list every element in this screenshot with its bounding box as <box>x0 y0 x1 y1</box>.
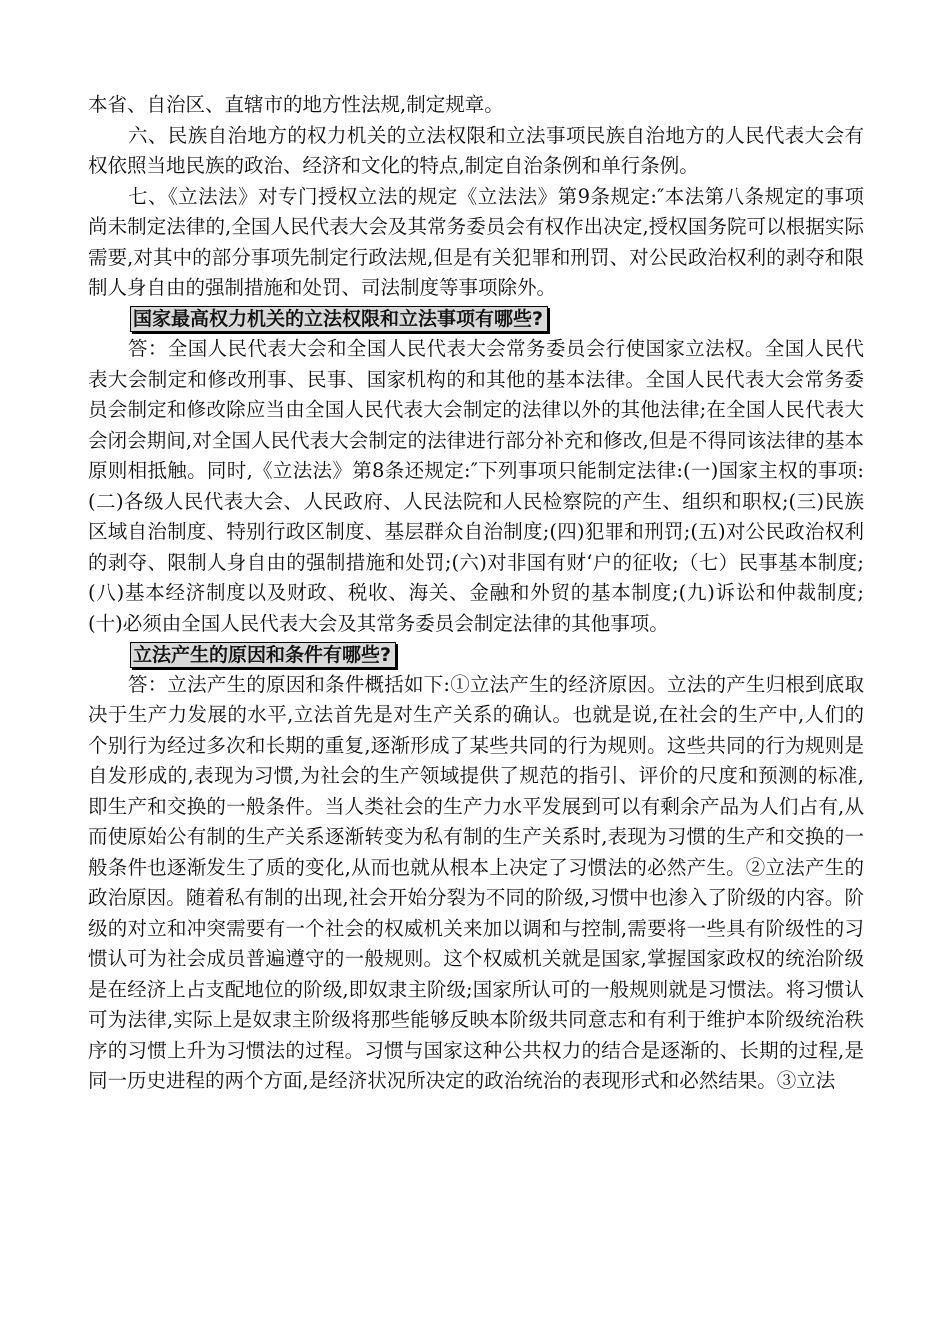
answer-paragraph-2: 答：立法产生的原因和条件概括如下:①立法产生的经济原因。立法的产生归根到底取决于生产力发展的水平,立法首先是对生产关系的确认。也就是说,在社会的生产中,人们的个别行为经过多次和长期的重复,逐渐形成了某些共同的行为规则。这些共同的行为规则是自发形成的,表现为习惯,为社会的生产领域提供了规范的指引、评价的尺度和预测的标准,即生产和交换的一般条件。当人类社会的生产力水平发展到可以有剩余产品为人们占有,从而使原始公有制的生产关系逐渐转变为私有制的生产关系时,表现为习惯的生产和交换的一般条件也逐渐发生了质的变化,从而也就从根本上决定了习惯法的必然产生。②立法产生的政治原因。随着私有制的出现,社会开始分裂为不同的阶级,习惯中也渗入了阶级的内容。阶级的对立和冲突需要有一个社会的权威机关来加以调和与控制,需要将一些具有阶级性的习惯认可为社会成员普遍遵守的一般规则。这个权威机关就是国家,掌握国家政权的统治阶级是在经济上占支配地位的阶级,即奴隶主阶级;国家所认可的一般规则就是习惯法。将习惯认可为法律,实际上是奴隶主阶级将那些能够反映本阶级共同意志和有利于维护本阶级统治秩序的习惯上升为习惯法的过程。习惯与国家这种公共权力的结合是逐渐的、长期的过程,是同一历史进程的两个方面,是经济状况所决定的政治统治的表现形式和必然结果。③立法 <box>88 672 864 1092</box>
question-heading-2-row <box>88 639 864 670</box>
question-heading-1-row <box>88 304 864 335</box>
paragraph-continuation: 本省、自治区、直辖市的地方性法规,制定规章。 <box>88 93 504 116</box>
paragraph-item-seven: 七、《立法法》对专门授权立法的规定《立法法》第9条规定:″本法第八条规定的事项尚未制定法律的,全国人民代表大会及其常务委员会有权作出决定,授权国务院可以根据实际需要,对其中的部分事项先制定行政法规,但是有关犯罪和刑罚、对公民政治权利的剥夺和限制人身自由的强制措施和处罚、司法制度等事项除外。 <box>88 184 864 299</box>
question-heading-2: 立法产生的原因和条件有哪些? <box>130 642 396 668</box>
answer-paragraph-1: 答：全国人民代表大会和全国人民代表大会常务委员会行使国家立法权。全国人民代表大会制定和修改刑事、民事、国家机构的和其他的基本法律。全国人民代表大会常务委员会制定和修改除应当由全国人民代表大会制定的法律以外的其他法律;在全国人民代表大会闭会期间,对全国人民代表大会制定的法律进行部分补充和修改,但是不得同该法律的基本原则相抵触。同时,《立法法》第8条还规定:″下列事项只能制定法律:(一)国家主权的事项:(二)各级人民代表大会、人民政府、人民法院和人民检察院的产生、组织和职权;(三)民族区域自治制度、特别行政区制度、基层群众自治制度;(四)犯罪和刑罚;(五)对公民政治权利的剥夺、限制人身自由的强制措施和处罚;(六)对非国有财‘户的征收;（七）民事基本制度;(八)基本经济制度以及财政、税收、海关、金融和外贸的基本制度;(九)诉讼和仲裁制度;(十)必须由全国人民代表大会及其常务委员会制定法律的其他事项。 <box>88 337 864 635</box>
paragraph-item-six: 六、民族自治地方的权力机关的立法权限和立法事项民族自治地方的人民代表大会有权依照当地民族的政治、经济和文化的特点,制定自治条例和单行条例。 <box>88 123 864 177</box>
document-page <box>88 90 864 1097</box>
question-heading-1: 国家最高权力机关的立法权限和立法事项有哪些? <box>130 306 548 332</box>
